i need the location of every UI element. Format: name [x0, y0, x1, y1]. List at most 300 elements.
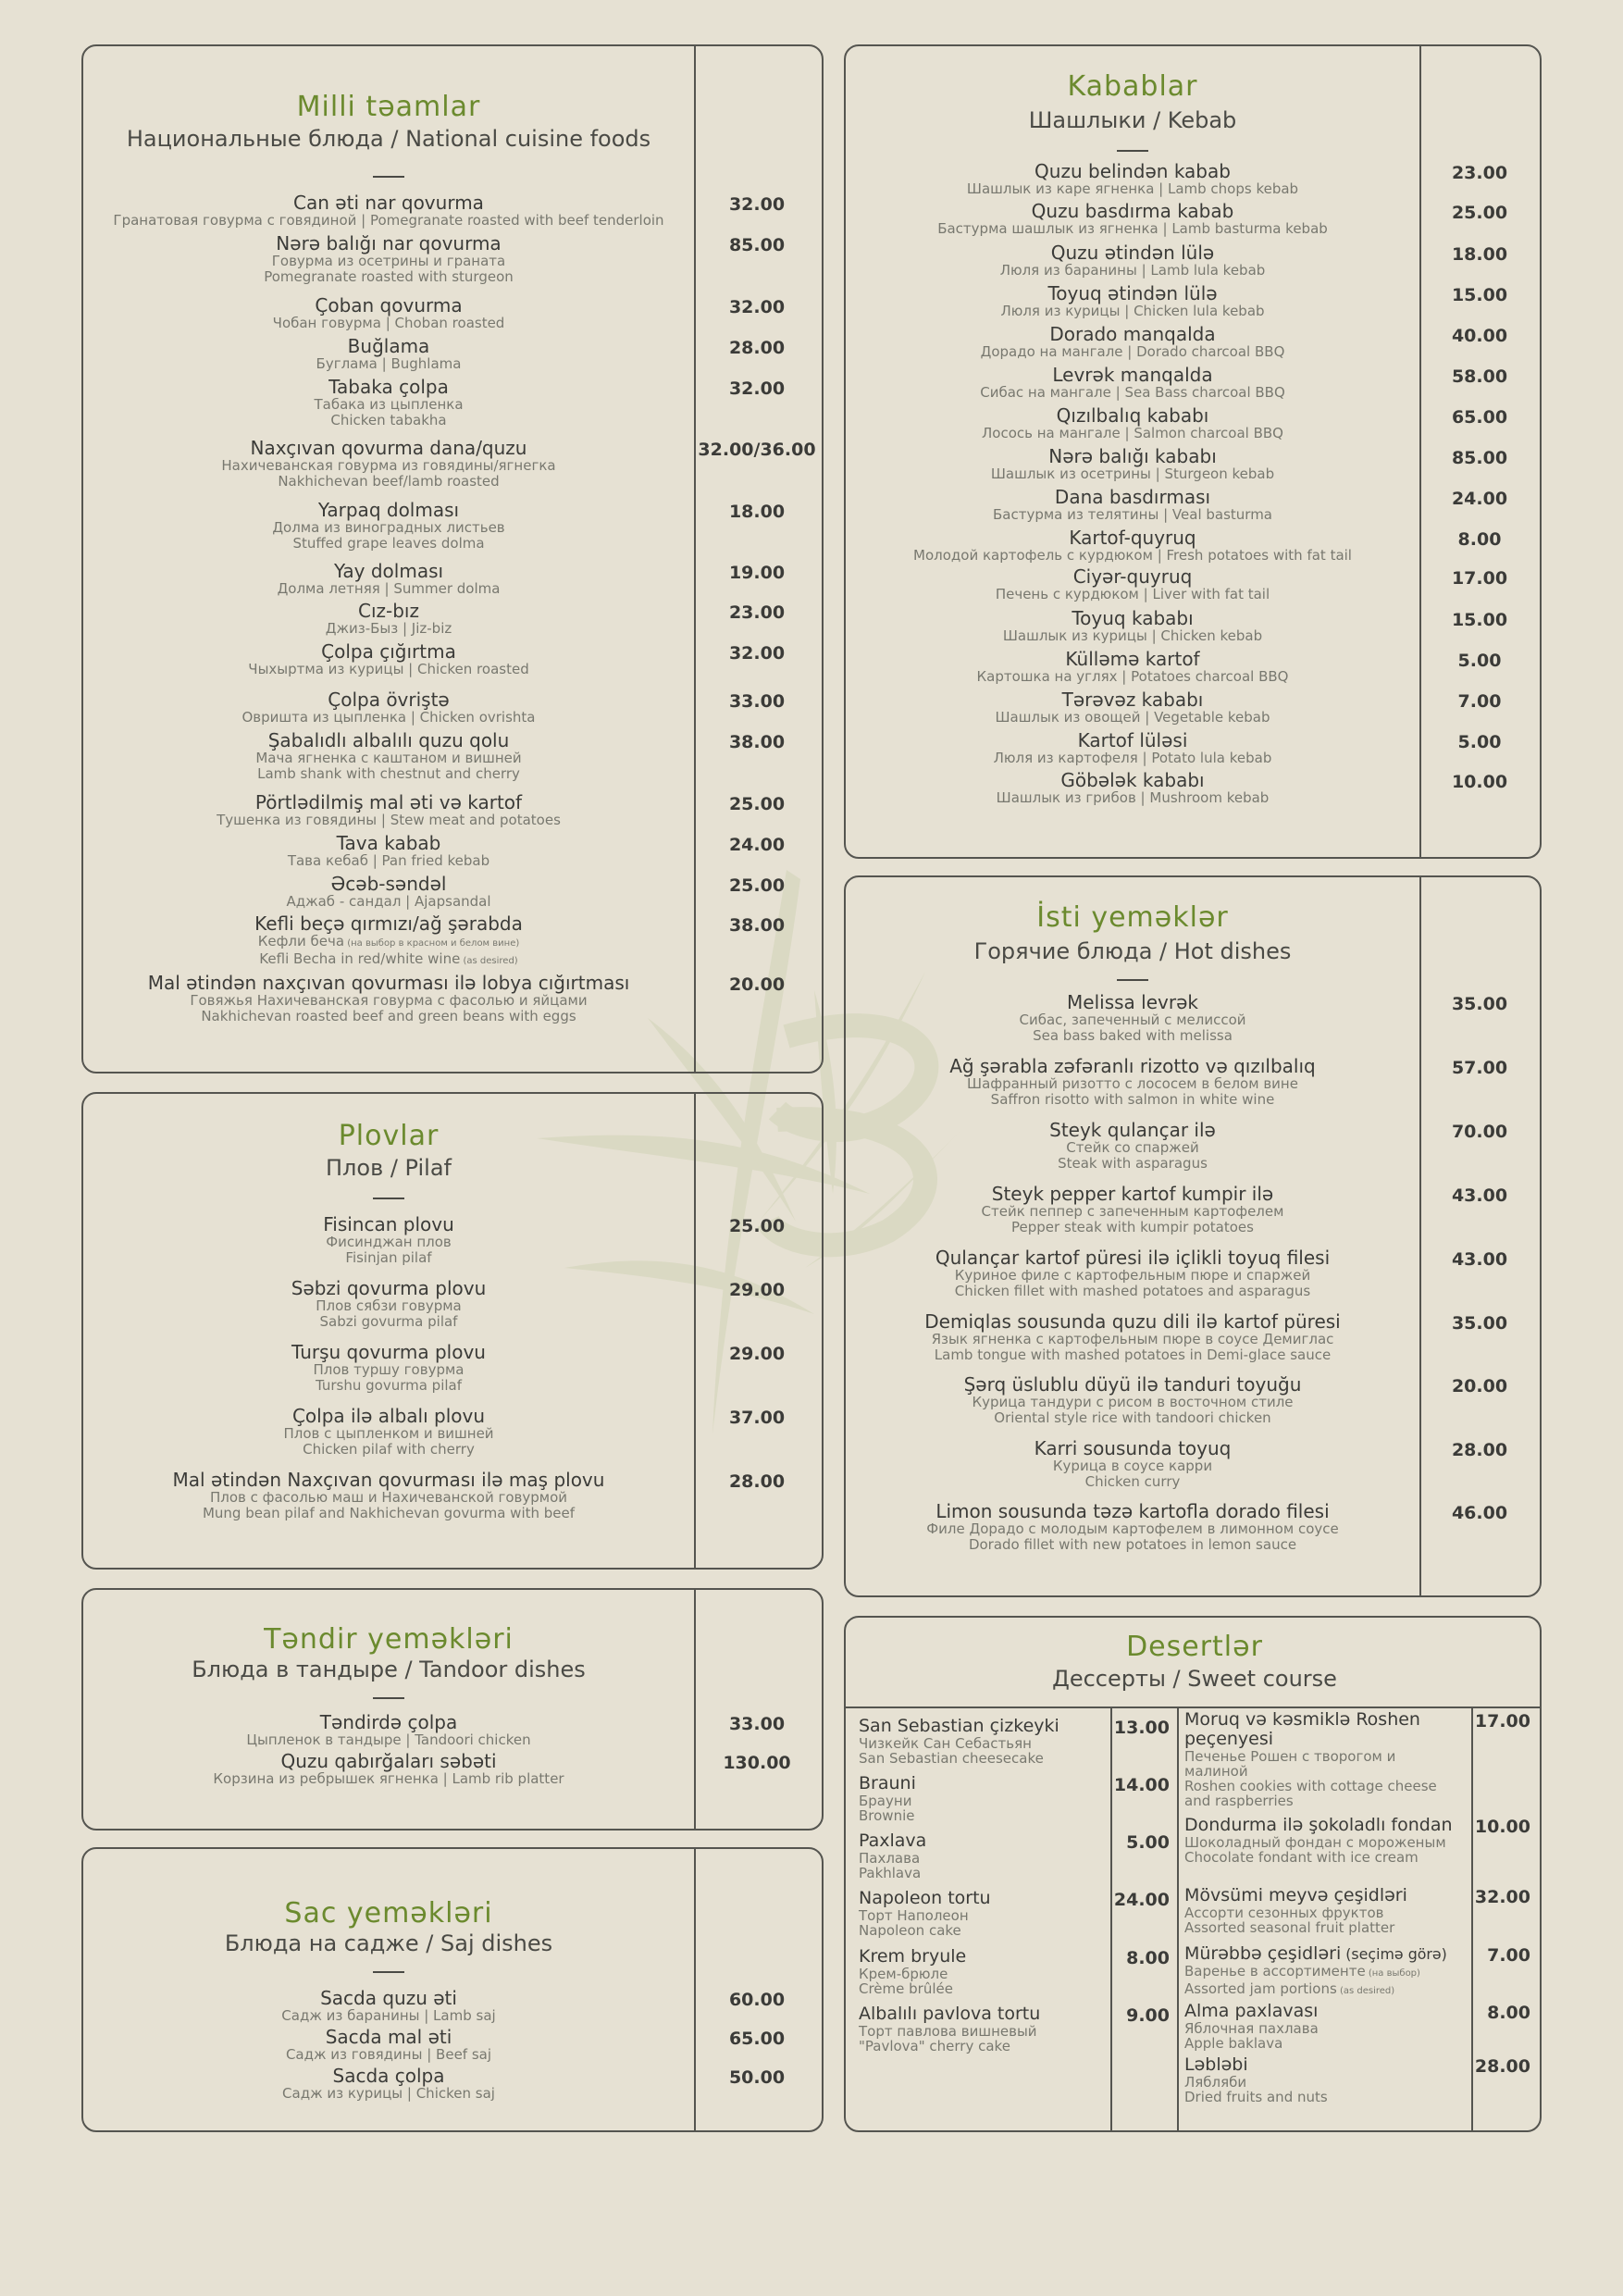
item-name: Dondurma ilə şokoladlı fondan	[1184, 1815, 1453, 1835]
menu-item	[846, 731, 1419, 766]
dessert-item	[1184, 1944, 1462, 1999]
item-desc-ru: Мача ягненка с каштаном и вишней	[255, 750, 522, 766]
dessert-item	[859, 1774, 1109, 1823]
menu-item	[846, 1312, 1419, 1363]
item-desc-en: Chocolate fondant with ice cream	[1184, 1849, 1419, 1866]
note-small: (на выбор в красном и белом вине)	[344, 938, 520, 949]
item-desc-ru: Шашлык из курицы | Chicken kebab	[1002, 627, 1263, 644]
item-name: Təndirdə çolpa	[319, 1711, 458, 1733]
item-price: 65.00	[728, 2029, 786, 2049]
item-name: Ciyər-quyruq	[1072, 565, 1193, 588]
item-name: Tabaka çolpa	[328, 376, 449, 398]
item-desc-ru: Чыхыртма из курицы | Chicken roasted	[248, 661, 529, 677]
item-price: 25.00	[1451, 203, 1508, 223]
item-desc-en: Chicken tabakha	[330, 412, 447, 428]
item-price: 15.00	[1451, 285, 1508, 305]
item-desc-ru: Филе Дорадо с молодым картофелем в лимонном соусе	[926, 1520, 1339, 1537]
item-price: 58.00	[1451, 366, 1508, 387]
item-desc-en: Turshu govurma pilaf	[315, 1377, 463, 1394]
menu-item	[83, 793, 694, 828]
item-desc-en: Pepper steak with kumpir potatoes	[1011, 1219, 1254, 1235]
item-desc-ru: Торт павлова вишневый	[859, 2023, 1037, 2040]
item-name: Krem bryule	[859, 1946, 967, 1967]
item-price: 7.00	[1487, 1945, 1530, 1966]
item-name: Buğlama	[347, 335, 430, 357]
item-price: 17.00	[1474, 1711, 1530, 1731]
item-name: Səbzi qovurma plovu	[291, 1277, 487, 1299]
divider-dash	[373, 1697, 404, 1699]
section-subtitle: Дессерты / Sweet course	[1052, 1666, 1337, 1692]
dessert-item	[859, 1947, 1109, 1996]
menu-item	[83, 193, 694, 229]
menu-item	[83, 974, 694, 1024]
item-name: Nərə balığı nar qovurma	[276, 232, 502, 254]
section-title: Desertlər	[1126, 1631, 1263, 1663]
item-price: 10.00	[1451, 772, 1508, 792]
item-price: 18.00	[728, 502, 786, 522]
item-desc-ru: Табака из цыпленка	[314, 396, 464, 413]
item-name: Quzu ətindən lülə	[1050, 242, 1215, 264]
item-desc-ru: Бастурма из телятины | Veal basturma	[992, 506, 1272, 523]
menu-item	[83, 501, 694, 552]
item-name: Dorado manqalda	[1049, 323, 1216, 345]
item-desc-ru: Кефли беча (на выбор в красном и белом вине)	[257, 933, 520, 949]
dessert-item	[859, 1831, 1109, 1880]
section-title: İsti yeməklər	[1036, 901, 1229, 934]
item-price: 24.00	[1113, 1890, 1170, 1910]
item-desc-ru: Люля из курицы | Chicken lula kebab	[1000, 303, 1265, 319]
item-price: 7.00	[1457, 691, 1502, 712]
item-price: 20.00	[728, 974, 786, 995]
item-price: 29.00	[728, 1280, 786, 1300]
item-desc-ru: Тава кебаб | Pan fried kebab	[287, 852, 490, 869]
item-name: Fisincan plovu	[323, 1213, 454, 1235]
dessert-item	[859, 1889, 1109, 1938]
item-desc-en: Stuffed grape leaves dolma	[292, 535, 485, 552]
item-desc-en: Brownie	[859, 1807, 915, 1824]
section-tendir	[81, 1588, 824, 1831]
dessert-item	[859, 1717, 1109, 1766]
item-desc-ru: Люля из баранины | Lamb lula kebab	[999, 262, 1266, 279]
item-desc-ru: Садж из говядины | Beef saj	[285, 2046, 492, 2063]
menu-item	[846, 488, 1419, 523]
menu-item	[83, 875, 694, 910]
item-name: Göbələk kababı	[1060, 769, 1205, 791]
item-desc-en: Nakhichevan beef/lamb roasted	[278, 473, 500, 490]
item-desc-en: Lamb tongue with mashed potatoes in Demi-glace sauce	[934, 1347, 1332, 1363]
section-title: Kabablar	[1067, 70, 1198, 103]
item-price: 28.00	[1474, 2056, 1530, 2077]
item-name: Mövsümi meyvə çeşidləri	[1184, 1885, 1407, 1905]
item-desc-ru: Печенье Рошен с творогом и малиной	[1184, 1748, 1396, 1780]
item-desc-ru: Плов с фасолью маш и Нахичеванской говурмой	[209, 1489, 567, 1506]
divider-dash	[1117, 150, 1148, 152]
item-name: Tava kabab	[336, 832, 441, 854]
item-desc-ru: Цыпленок в тандыре | Tandoori chicken	[246, 1731, 531, 1748]
item-desc-ru: Сибас на мангале | Sea Bass charcoal BBQ	[980, 384, 1285, 401]
item-name: Toyuq ətindən lülə	[1047, 282, 1218, 304]
item-desc-ru: Джиз-Быз | Jiz-biz	[325, 620, 452, 637]
item-name: Nərə balığı kababı	[1048, 445, 1217, 467]
item-desc-ru: Тушенка из говядины | Stew meat and potatoes	[217, 812, 561, 828]
menu-item	[846, 1375, 1419, 1426]
note-small: (as desired)	[460, 956, 518, 966]
item-price: 43.00	[1451, 1249, 1508, 1270]
item-desc-ru: Лосось на мангале | Salmon charcoal BBQ	[982, 425, 1283, 441]
item-name: Sacda quzu əti	[320, 1987, 457, 2009]
item-price: 8.00	[1487, 2003, 1530, 2023]
item-desc-en: Lamb shank with chestnut and cherry	[257, 765, 520, 782]
column-divider	[1110, 1706, 1112, 2130]
item-desc-en: Assorted seasonal fruit platter	[1184, 1919, 1395, 1936]
item-price: 5.00	[1126, 1832, 1170, 1853]
item-desc-ru: Сибас, запеченный с мелиссой	[1019, 1011, 1246, 1028]
menu-item	[83, 2028, 694, 2063]
item-name: Ağ şərabla zəfəranlı rizotto və qızılbalıq	[949, 1055, 1316, 1077]
note-small: (as desired)	[1336, 1986, 1395, 1996]
item-desc-en: Assorted jam portions (as desired)	[1184, 1980, 1395, 1997]
item-desc-ru: Шоколадный фондан с мороженым	[1184, 1834, 1446, 1851]
menu-item	[83, 731, 694, 782]
menu-item	[83, 2066, 694, 2102]
item-desc-ru: Шашлык из грибов | Mushroom kebab	[996, 789, 1270, 806]
item-price: 32.00	[728, 379, 786, 399]
dessert-item	[859, 2004, 1109, 2054]
item-name: Şabalıdlı albalılı quzu qolu	[267, 729, 510, 751]
item-desc-en: Dorado fillet with new potatoes in lemon sauce	[968, 1536, 1297, 1553]
divider-dash	[373, 1971, 404, 1973]
menu-item	[83, 562, 694, 597]
item-price: 38.00	[728, 732, 786, 752]
menu-item	[846, 993, 1419, 1044]
item-desc-ru: Буглама | Bughlama	[316, 355, 462, 372]
menu-item	[83, 690, 694, 726]
item-desc-en: Saffron risotto with salmon in white wine	[990, 1091, 1275, 1108]
item-desc-ru: Язык ягненка с картофельным пюре в соусе Демиглас	[931, 1331, 1334, 1347]
item-desc-ru: Садж из курицы | Chicken saj	[282, 2085, 495, 2102]
menu-item	[83, 337, 694, 372]
item-desc-en: Kefli Becha in red/white wine (as desired)	[259, 950, 518, 967]
section-subtitle: Блюда на садже / Saj dishes	[224, 1930, 553, 1956]
item-desc-ru: Гранатовая говурма с говядиной | Pomegranate roasted with beef tenderloin	[113, 212, 664, 229]
item-desc-ru: Чизкейк Сан Себастьян	[859, 1735, 1032, 1752]
menu-item	[846, 690, 1419, 726]
item-desc-en: Chicken curry	[1084, 1473, 1181, 1490]
item-name: Levrək manqalda	[1052, 364, 1213, 386]
item-price: 50.00	[728, 2067, 786, 2088]
menu-item	[83, 1752, 694, 1787]
item-name: Cız-bız	[358, 600, 419, 622]
menu-item	[83, 834, 694, 869]
item-name: Naxçıvan qovurma dana/quzu	[250, 437, 527, 459]
menu-item	[83, 234, 694, 285]
item-desc-ru: Курица в соусе карри	[1052, 1458, 1213, 1474]
item-name: Mürəbbə çeşidləri (seçimə görə)	[1184, 1943, 1447, 1964]
item-name: Steyk pepper kartof kumpir ilə	[991, 1183, 1274, 1205]
item-price: 19.00	[728, 563, 786, 583]
item-desc-ru: Стейк со спаржей	[1066, 1139, 1199, 1156]
item-desc-ru: Бастурма шашлык из ягненка | Lamb basturma kebab	[937, 220, 1328, 237]
item-desc-ru: Долма летняя | Summer dolma	[277, 580, 501, 597]
item-desc-ru: Овришта из цыпленка | Chicken ovrishta	[242, 709, 536, 726]
item-price: 43.00	[1451, 1185, 1508, 1206]
menu-item	[83, 439, 694, 490]
column-divider	[694, 1094, 696, 1568]
item-desc-ru: Лябляби	[1184, 2074, 1247, 2091]
item-price: 24.00	[1451, 489, 1508, 509]
section-title: Sac yeməkləri	[284, 1897, 493, 1930]
item-name: Quzu belindən kabab	[1035, 160, 1231, 182]
item-name: Sacda mal əti	[325, 2026, 452, 2048]
item-desc-en: "Pavlova" cherry cake	[859, 2038, 1010, 2054]
item-name: Toyuq kababı	[1072, 607, 1194, 629]
item-desc-en: Steak with asparagus	[1058, 1155, 1208, 1172]
menu-item	[83, 642, 694, 677]
menu-item	[846, 406, 1419, 441]
item-price: 38.00	[728, 915, 786, 936]
item-price: 85.00	[1451, 448, 1508, 468]
item-desc-ru: Торт Наполеон	[859, 1907, 969, 1924]
item-desc-ru: Люля из картофеля | Potato lula kebab	[993, 750, 1272, 766]
item-name: Şərq üslublu düyü ilə tanduri toyuğu	[963, 1373, 1302, 1396]
section-subtitle: Горячие блюда / Hot dishes	[973, 938, 1292, 964]
menu-item	[83, 296, 694, 331]
item-desc-en: Dried fruits and nuts	[1184, 2089, 1328, 2105]
menu-item	[83, 602, 694, 637]
item-name: Kartof lüləsi	[1077, 729, 1188, 751]
item-price: 25.00	[728, 875, 786, 896]
dessert-item	[1184, 1886, 1462, 1935]
item-desc-en: Chicken fillet with mashed potatoes and asparagus	[954, 1283, 1311, 1299]
item-desc-en: Napoleon cake	[859, 1922, 961, 1939]
item-desc-ru: Пахлава	[859, 1850, 921, 1867]
menu-item	[83, 378, 694, 428]
item-name: Alma paxlavası	[1184, 2001, 1319, 2021]
menu-item	[83, 1713, 694, 1748]
item-desc-ru: Шафранный ризотто с лососем в белом вине	[967, 1075, 1298, 1092]
item-desc-ru: Ассорти сезонных фруктов	[1184, 1905, 1384, 1921]
column-divider	[694, 1590, 696, 1829]
column-divider	[1177, 1706, 1179, 2130]
item-price: 28.00	[728, 1471, 786, 1492]
item-desc-en: Nakhichevan roasted beef and green beans with eggs	[201, 1008, 576, 1024]
item-price: 10.00	[1474, 1817, 1530, 1837]
item-price: 33.00	[728, 691, 786, 712]
item-price: 17.00	[1451, 568, 1508, 589]
menu-item	[846, 771, 1419, 806]
menu-item	[846, 162, 1419, 197]
item-name: Turşu qovurma plovu	[291, 1341, 486, 1363]
item-price: 9.00	[1126, 2005, 1170, 2026]
item-price: 60.00	[728, 1990, 786, 2010]
item-name: Paxlava	[859, 1831, 927, 1851]
item-price: 46.00	[1451, 1503, 1508, 1523]
item-name: Pörtlədilmiş mal əti və kartof	[254, 791, 523, 813]
divider-dash	[373, 1198, 404, 1199]
section-subtitle: Национальные блюда / National cuisine foods	[126, 126, 651, 152]
item-desc-ru: Стейк пеппер с запеченным картофелем	[981, 1203, 1284, 1220]
menu-item	[846, 284, 1419, 319]
item-price: 35.00	[1451, 994, 1508, 1014]
item-price: 23.00	[728, 602, 786, 623]
item-price: 15.00	[1451, 610, 1508, 630]
item-name: Steyk qulançar ilə	[1049, 1119, 1216, 1141]
item-desc-ru: Варенье в ассортименте (на выбор)	[1184, 1963, 1420, 1980]
menu-item	[846, 609, 1419, 644]
item-name: San Sebastian çizkeyki	[859, 1716, 1059, 1736]
item-price: 13.00	[1113, 1718, 1170, 1738]
menu-item	[846, 1439, 1419, 1490]
item-name: Çolpa övriştə	[328, 689, 450, 711]
item-desc-en: San Sebastian cheesecake	[859, 1750, 1044, 1767]
item-desc-ru: Шашлык из каре ягненка | Lamb chops kebab	[966, 180, 1299, 197]
item-desc-en: Roshen cookies with cottage cheese and raspberries	[1184, 1778, 1437, 1809]
section-title: Plovlar	[338, 1120, 440, 1152]
item-name: Can əti nar qovurma	[293, 192, 484, 214]
item-desc-en: Oriental style rice with tandoori chicken	[994, 1409, 1271, 1426]
menu-item	[83, 1989, 694, 2024]
item-name: Külləmə kartof	[1065, 648, 1200, 670]
item-price: 130.00	[723, 1753, 791, 1773]
item-name: Mal ətindən naxçıvan qovurması ilə lobya cığırtması	[147, 972, 630, 994]
menu-item	[846, 447, 1419, 482]
column-divider	[1419, 877, 1421, 1595]
item-desc-ru: Курица тандури с рисом в восточном стиле	[972, 1394, 1294, 1410]
item-price: 8.00	[1457, 529, 1502, 550]
item-name: Mal ətindən Naxçıvan qovurması ilə maş plovu	[172, 1469, 605, 1491]
item-desc-ru: Нахичеванская говурма из говядины/ягнегка	[221, 457, 556, 474]
item-desc-ru: Яблочная пахлава	[1184, 2020, 1319, 2037]
item-name: Albalılı pavlova tortu	[859, 2004, 1041, 2024]
item-desc-ru: Печень с курдюком | Liver with fat tail	[995, 586, 1270, 602]
item-desc-en: Apple baklava	[1184, 2035, 1283, 2052]
item-name: Limon sousunda təzə kartofla dorado filesi	[935, 1500, 1330, 1522]
item-desc-en: Fisinjan pilaf	[345, 1249, 432, 1266]
menu-item	[83, 1407, 694, 1458]
item-price: 23.00	[1451, 163, 1508, 183]
dessert-item	[1184, 2055, 1462, 2104]
item-desc-en: Pomegranate roasted with sturgeon	[264, 268, 514, 285]
item-price: 18.00	[1451, 244, 1508, 265]
item-name: Demiqlas sousunda quzu dili ilə kartof püresi	[924, 1310, 1341, 1333]
item-desc-ru: Молодой картофель с курдюком | Fresh potatoes with fat tail	[913, 547, 1352, 564]
item-price: 57.00	[1451, 1058, 1508, 1078]
dessert-item	[1184, 1816, 1462, 1865]
item-desc-ru: Куриное филе с картофельным пюре и спаржей	[954, 1267, 1311, 1284]
item-desc-ru: Говурма из осетрины и граната	[271, 253, 506, 269]
item-desc-ru: Плов сябзи говурма	[316, 1297, 462, 1314]
section-subtitle: Плов / Pilaf	[326, 1155, 452, 1181]
menu-item	[846, 1121, 1419, 1172]
item-desc-en: Sea bass baked with melissa	[1033, 1027, 1233, 1044]
item-price: 28.00	[1451, 1440, 1508, 1460]
item-desc-ru: Крем-брюле	[859, 1966, 948, 1982]
item-price: 24.00	[728, 835, 786, 855]
item-name: Quzu basdırma kabab	[1031, 200, 1234, 222]
item-desc-en: Sabzi govurma pilaf	[319, 1313, 458, 1330]
item-name: Karri sousunda toyuq	[1034, 1437, 1232, 1459]
item-price: 20.00	[1451, 1376, 1508, 1396]
item-price: 14.00	[1113, 1775, 1170, 1795]
item-price: 85.00	[728, 235, 786, 255]
item-name: Melissa levrək	[1067, 991, 1198, 1013]
item-price: 32.00	[728, 297, 786, 317]
item-price: 70.00	[1451, 1122, 1508, 1142]
item-price: 25.00	[728, 1216, 786, 1236]
item-price: 32.00	[728, 643, 786, 664]
menu-item	[846, 366, 1419, 401]
section-title: Təndir yeməkləri	[264, 1623, 514, 1656]
item-desc-ru: Долма из виноградных листьев	[272, 519, 505, 536]
menu-item	[846, 528, 1419, 564]
dessert-item	[1184, 2002, 1462, 2051]
item-desc-ru: Чобан говурма | Choban roasted	[272, 315, 505, 331]
item-desc-ru: Плов туршу говурма	[313, 1361, 465, 1378]
item-name: Yarpaq dolması	[317, 499, 460, 521]
item-name: Çoban qovurma	[315, 294, 463, 316]
item-name: Ləbləbi	[1184, 2054, 1248, 2075]
item-name: Əcəb-səndəl	[330, 873, 447, 895]
menu-item	[846, 1502, 1419, 1553]
menu-item	[846, 650, 1419, 685]
item-price: 40.00	[1451, 326, 1508, 346]
item-name: Brauni	[859, 1773, 916, 1793]
item-name: Sacda çolpa	[332, 2065, 445, 2087]
item-desc-ru: Говяжья Нахичеванская говурма с фасолью и яйцами	[190, 992, 588, 1009]
menu-item	[83, 914, 694, 969]
item-desc-ru: Картошка на углях | Potatoes charcoal BBQ	[976, 668, 1289, 685]
item-name: Moruq və kəsmiklə Roshen peçenyesi	[1184, 1709, 1420, 1749]
item-price: 65.00	[1451, 407, 1508, 428]
item-desc-ru: Плов с цыпленком и вишней	[283, 1425, 494, 1442]
item-desc-ru: Садж из баранины | Lamb saj	[281, 2007, 496, 2024]
menu-item	[83, 1215, 694, 1266]
menu-item	[846, 325, 1419, 360]
item-price: 5.00	[1457, 732, 1502, 752]
item-name: Kefli beçə qırmızı/ağ şərabda	[254, 912, 523, 935]
item-desc-en: Pakhlava	[859, 1865, 922, 1881]
item-desc-ru: Шашлык из овощей | Vegetable kebab	[995, 709, 1270, 726]
item-name: Qulançar kartof püresi ilə içlikli toyuq filesi	[935, 1247, 1331, 1269]
item-desc-ru: Фисинджан плов	[326, 1234, 452, 1250]
menu-item	[846, 1248, 1419, 1299]
item-name: Tərəvəz kababı	[1061, 689, 1204, 711]
item-desc-ru: Аджаб - сандал | Ajapsandal	[286, 893, 491, 910]
item-price: 37.00	[728, 1408, 786, 1428]
note-small: (seçimə görə)	[1341, 1945, 1447, 1963]
item-price: 29.00	[728, 1344, 786, 1364]
item-price: 8.00	[1126, 1948, 1170, 1968]
item-price: 5.00	[1457, 651, 1502, 671]
menu-item	[83, 1279, 694, 1330]
menu-item	[846, 243, 1419, 279]
item-price: 28.00	[728, 338, 786, 358]
item-name: Çolpa ilə albalı plovu	[291, 1405, 486, 1427]
item-desc-ru: Дорадо на мангале | Dorado charcoal BBQ	[980, 343, 1285, 360]
item-name: Quzu qabırğaları səbəti	[280, 1750, 497, 1772]
section-subtitle: Шашлыки / Kebab	[1028, 107, 1237, 133]
item-name: Napoleon tortu	[859, 1888, 991, 1908]
item-name: Yay dolması	[333, 560, 444, 582]
menu-item	[83, 1343, 694, 1394]
item-price: 32.00	[728, 194, 786, 215]
divider-dash	[373, 176, 404, 178]
item-desc-ru: Шашлык из осетрины | Sturgeon kebab	[990, 465, 1275, 482]
item-desc-en: Chicken pilaf with cherry	[303, 1441, 475, 1458]
divider-dash	[1117, 979, 1148, 981]
item-desc-ru: Брауни	[859, 1793, 912, 1809]
item-name: Qızılbalıq kababı	[1056, 404, 1209, 427]
